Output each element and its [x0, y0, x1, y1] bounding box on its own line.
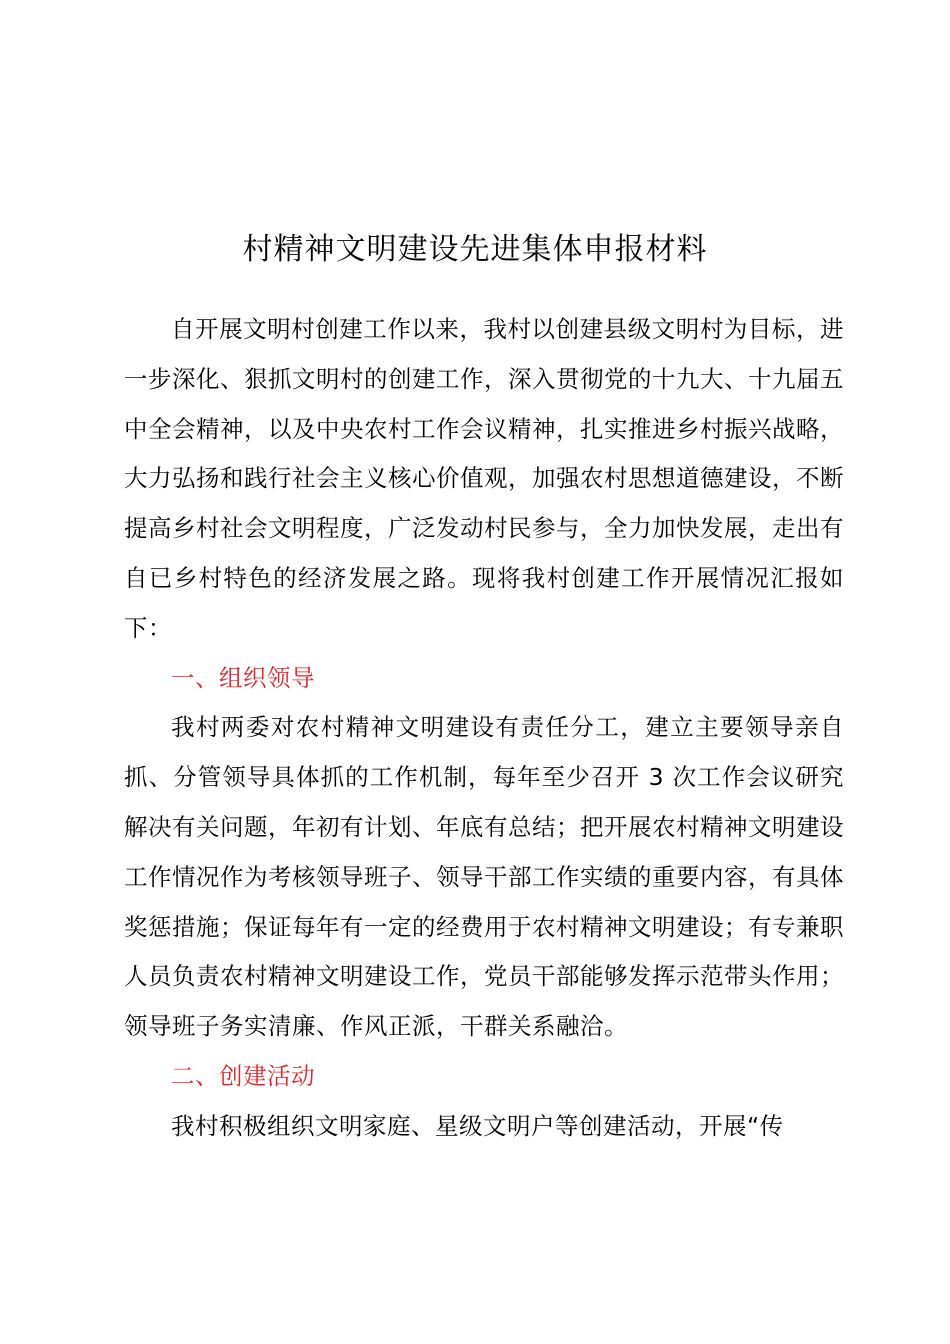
- section-paragraph-organization: 我村两委对农村精神文明建设有责任分工，建立主要领导亲自抓、分管领导具体抓的工作机制，每年至少召开 3 次工作会议研究解决有关问题，年初有计划、年底有总结；把开展农村精神文明建设工作情况作为考核领导班子、领导干部工作实绩的重要内容，有具体奖惩措施；保证每年有一定的经费用于农村精神文明建设；有专兼职人员负责农村精神文明建设工作，党员干部能够发挥示范带头作用；领导班子务实清廉、作风正派，干群关系融洽。: [124, 713, 844, 1041]
- document-title: 村精神文明建设先进集体申报材料: [242, 232, 708, 267]
- section-paragraph-activities: 我村积极组织文明家庭、星级文明户等创建活动，开展“传: [171, 1111, 784, 1140]
- intro-paragraph: 自开展文明村创建工作以来，我村以创建县级文明村为目标，进一步深化、狠抓文明村的创建工作，深入贯彻党的十九大、十九届五中全会精神，以及中央农村工作会议精神，扎实推进乡村振兴战略，大力弘扬和践行社会主义核心价值观，加强农村思想道德建设，不断提高乡村社会文明程度，广泛发动村民参与，全力加快发展，走出有自已乡村特色的经济发展之路。现将我村创建工作开展情况汇报如下：: [124, 315, 844, 642]
- section-heading-activities: 二、创建活动: [171, 1061, 315, 1090]
- document-body: [124, 305, 844, 1152]
- section-heading-organization: 一、组织领导: [171, 663, 315, 692]
